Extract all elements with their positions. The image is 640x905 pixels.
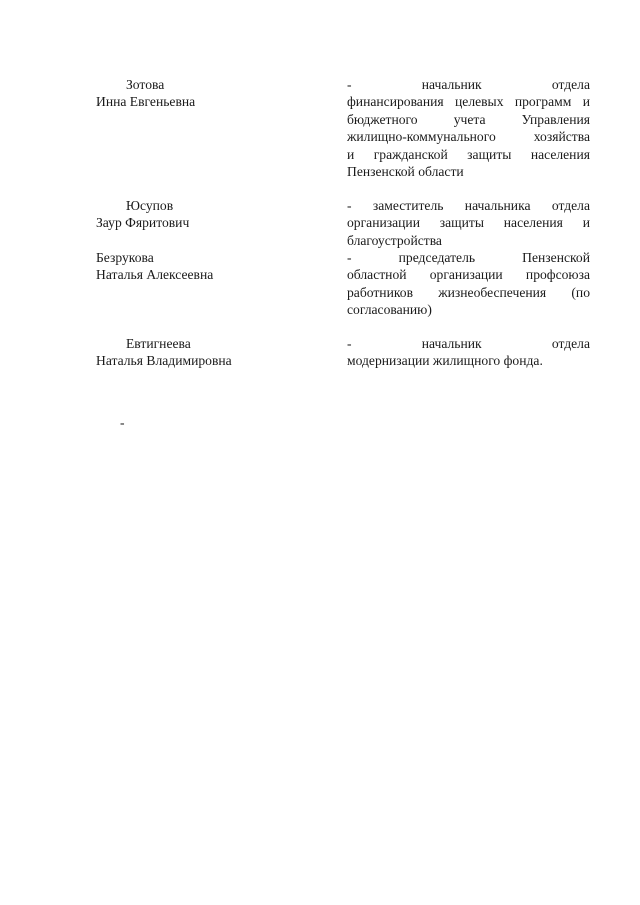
member-surname: Юсупов (126, 198, 174, 213)
member-entry-bezrukova (96, 249, 590, 321)
member-entry-evtigneeva (96, 335, 590, 373)
member-entry-yusupov (96, 197, 590, 252)
role-line: организации защиты населения и (347, 215, 590, 231)
role-line: модернизации жилищного фонда. (347, 353, 543, 369)
member-surname: Зотова (126, 77, 165, 92)
role-line: - начальник отдела (347, 336, 590, 351)
role-line: работников жизнеобеспечения (по (347, 284, 590, 300)
member-name (96, 197, 316, 232)
member-surname: Евтигнеева (126, 336, 191, 351)
member-name (96, 335, 316, 370)
member-given-names: Заур Фяритович (96, 215, 190, 231)
role-line: Пензенской области (347, 164, 464, 180)
role-line: - председатель Пензенской (347, 250, 590, 265)
role-line: благоустройства (347, 232, 442, 248)
member-role (347, 76, 590, 180)
stray-dash-mark: - (120, 415, 125, 430)
role-line: и гражданской защиты населения (347, 146, 590, 162)
role-line: бюджетного учета Управления (347, 111, 590, 127)
member-given-names: Наталья Владимировна (96, 353, 232, 369)
role-line: жилищно-коммунального хозяйства (347, 129, 590, 145)
member-given-names: Наталья Алексеевна (96, 267, 214, 283)
member-role (347, 249, 590, 319)
role-line: - заместитель начальника отдела (347, 198, 590, 213)
role-line: согласованию) (347, 302, 432, 318)
role-line: областной организации профсоюза (347, 267, 590, 283)
member-role (347, 197, 590, 249)
member-given-names: Инна Евгеньевна (96, 94, 196, 110)
member-role (347, 335, 590, 370)
member-name (96, 76, 316, 111)
role-line: финансирования целевых программ и (347, 94, 590, 110)
member-name (96, 249, 316, 284)
member-entry-zotova (96, 76, 590, 186)
member-surname: Безрукова (96, 250, 154, 265)
role-line: - начальник отдела (347, 77, 590, 92)
